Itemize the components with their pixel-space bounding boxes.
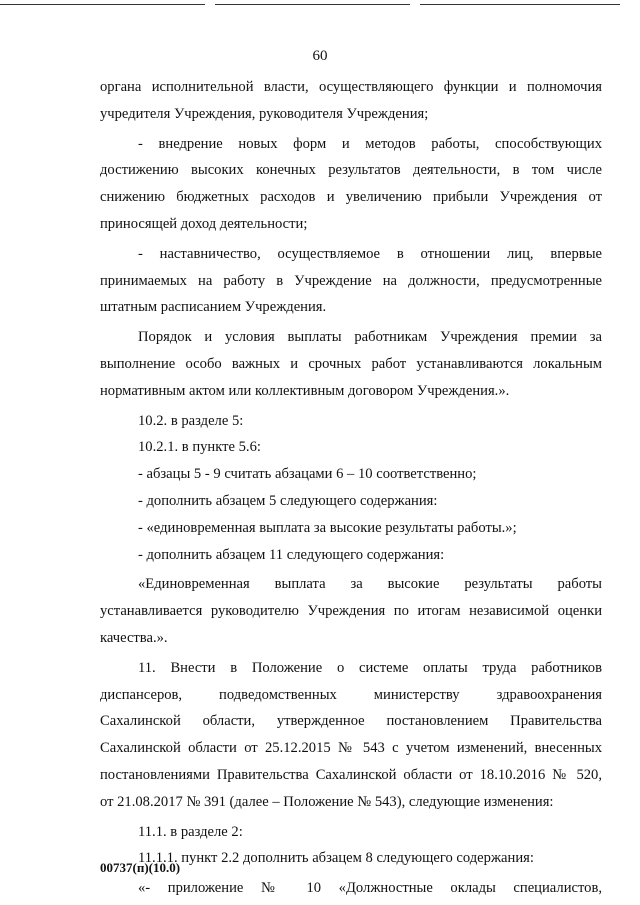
text-line: нормативным актом или коллективным договором Учреждения.». xyxy=(100,382,510,399)
text-line: выполнение особо важных и срочных работ устанавливаются локальным xyxy=(100,355,602,372)
text-line: - внедрение новых форм и методов работы, способствующих xyxy=(138,135,602,152)
text-line: Сахалинской области от 25.12.2015 № 543 с учетом изменений, внесенных xyxy=(100,740,602,757)
text-line: принимаемых на работу в Учреждение на должности, предусмотренные xyxy=(100,272,602,289)
document-code: 00737(п)(10.0) xyxy=(100,860,181,875)
text-line: 11.1. в разделе 2: xyxy=(138,823,243,840)
text-line: - наставничество, осуществляемое в отношении лиц, впервые xyxy=(138,245,602,262)
text-line: 10.2.1. в пункте 5.6: xyxy=(138,439,261,456)
text-line: от 21.08.2017 № 391 (далее – Положение № 543), следующие изменения: xyxy=(100,793,554,810)
text-line: качества.». xyxy=(100,629,168,646)
document-body xyxy=(100,74,602,902)
text-line: приносящей доход деятельности; xyxy=(100,215,308,232)
text-line: постановлениями Правительства Сахалинской области от 18.10.2016 № 520, xyxy=(100,766,602,783)
text-line: 11. Внести в Положение о системе оплаты труда работников xyxy=(138,659,602,676)
text-line: 10.2. в разделе 5: xyxy=(138,412,244,429)
page-number: 60 xyxy=(312,48,328,64)
text-line: достижению высоких конечных результатов деятельности, в том числе xyxy=(100,162,602,179)
text-line: органа исполнительной власти, осуществляющего функции и полномочия xyxy=(100,79,602,95)
text-line: штатным расписанием Учреждения. xyxy=(100,299,327,316)
text-line: - «единовременная выплата за высокие результаты работы.»; xyxy=(138,519,517,536)
text-line: устанавливается руководителю Учреждения по итогам независимой оценки xyxy=(100,603,602,620)
text-line: - дополнить абзацем 11 следующего содержания: xyxy=(138,546,445,563)
text-line: - дополнить абзацем 5 следующего содержания: xyxy=(138,492,438,509)
text-line: «- приложение № 10 «Должностные оклады специалистов, xyxy=(138,880,602,897)
text-line: Порядок и условия выплаты работникам Учреждения премии за xyxy=(138,329,602,346)
text-line: снижению бюджетных расходов и увеличению прибыли Учреждения от xyxy=(100,189,602,206)
text-line: 11.1.1. пункт 2.2 дополнить абзацем 8 следующего содержания: xyxy=(138,850,534,867)
text-line: учредителя Учреждения, руководителя Учреждения; xyxy=(100,105,429,122)
text-line: «Единовременная выплата за высокие результаты работы xyxy=(138,576,602,593)
text-line: диспансеров, подведомственных министерству здравоохранения xyxy=(100,686,602,703)
text-line: Сахалинской области, утвержденное постановлением Правительства xyxy=(100,713,602,730)
text-line: - абзацы 5 - 9 считать абзацами 6 – 10 соответственно; xyxy=(138,466,477,483)
